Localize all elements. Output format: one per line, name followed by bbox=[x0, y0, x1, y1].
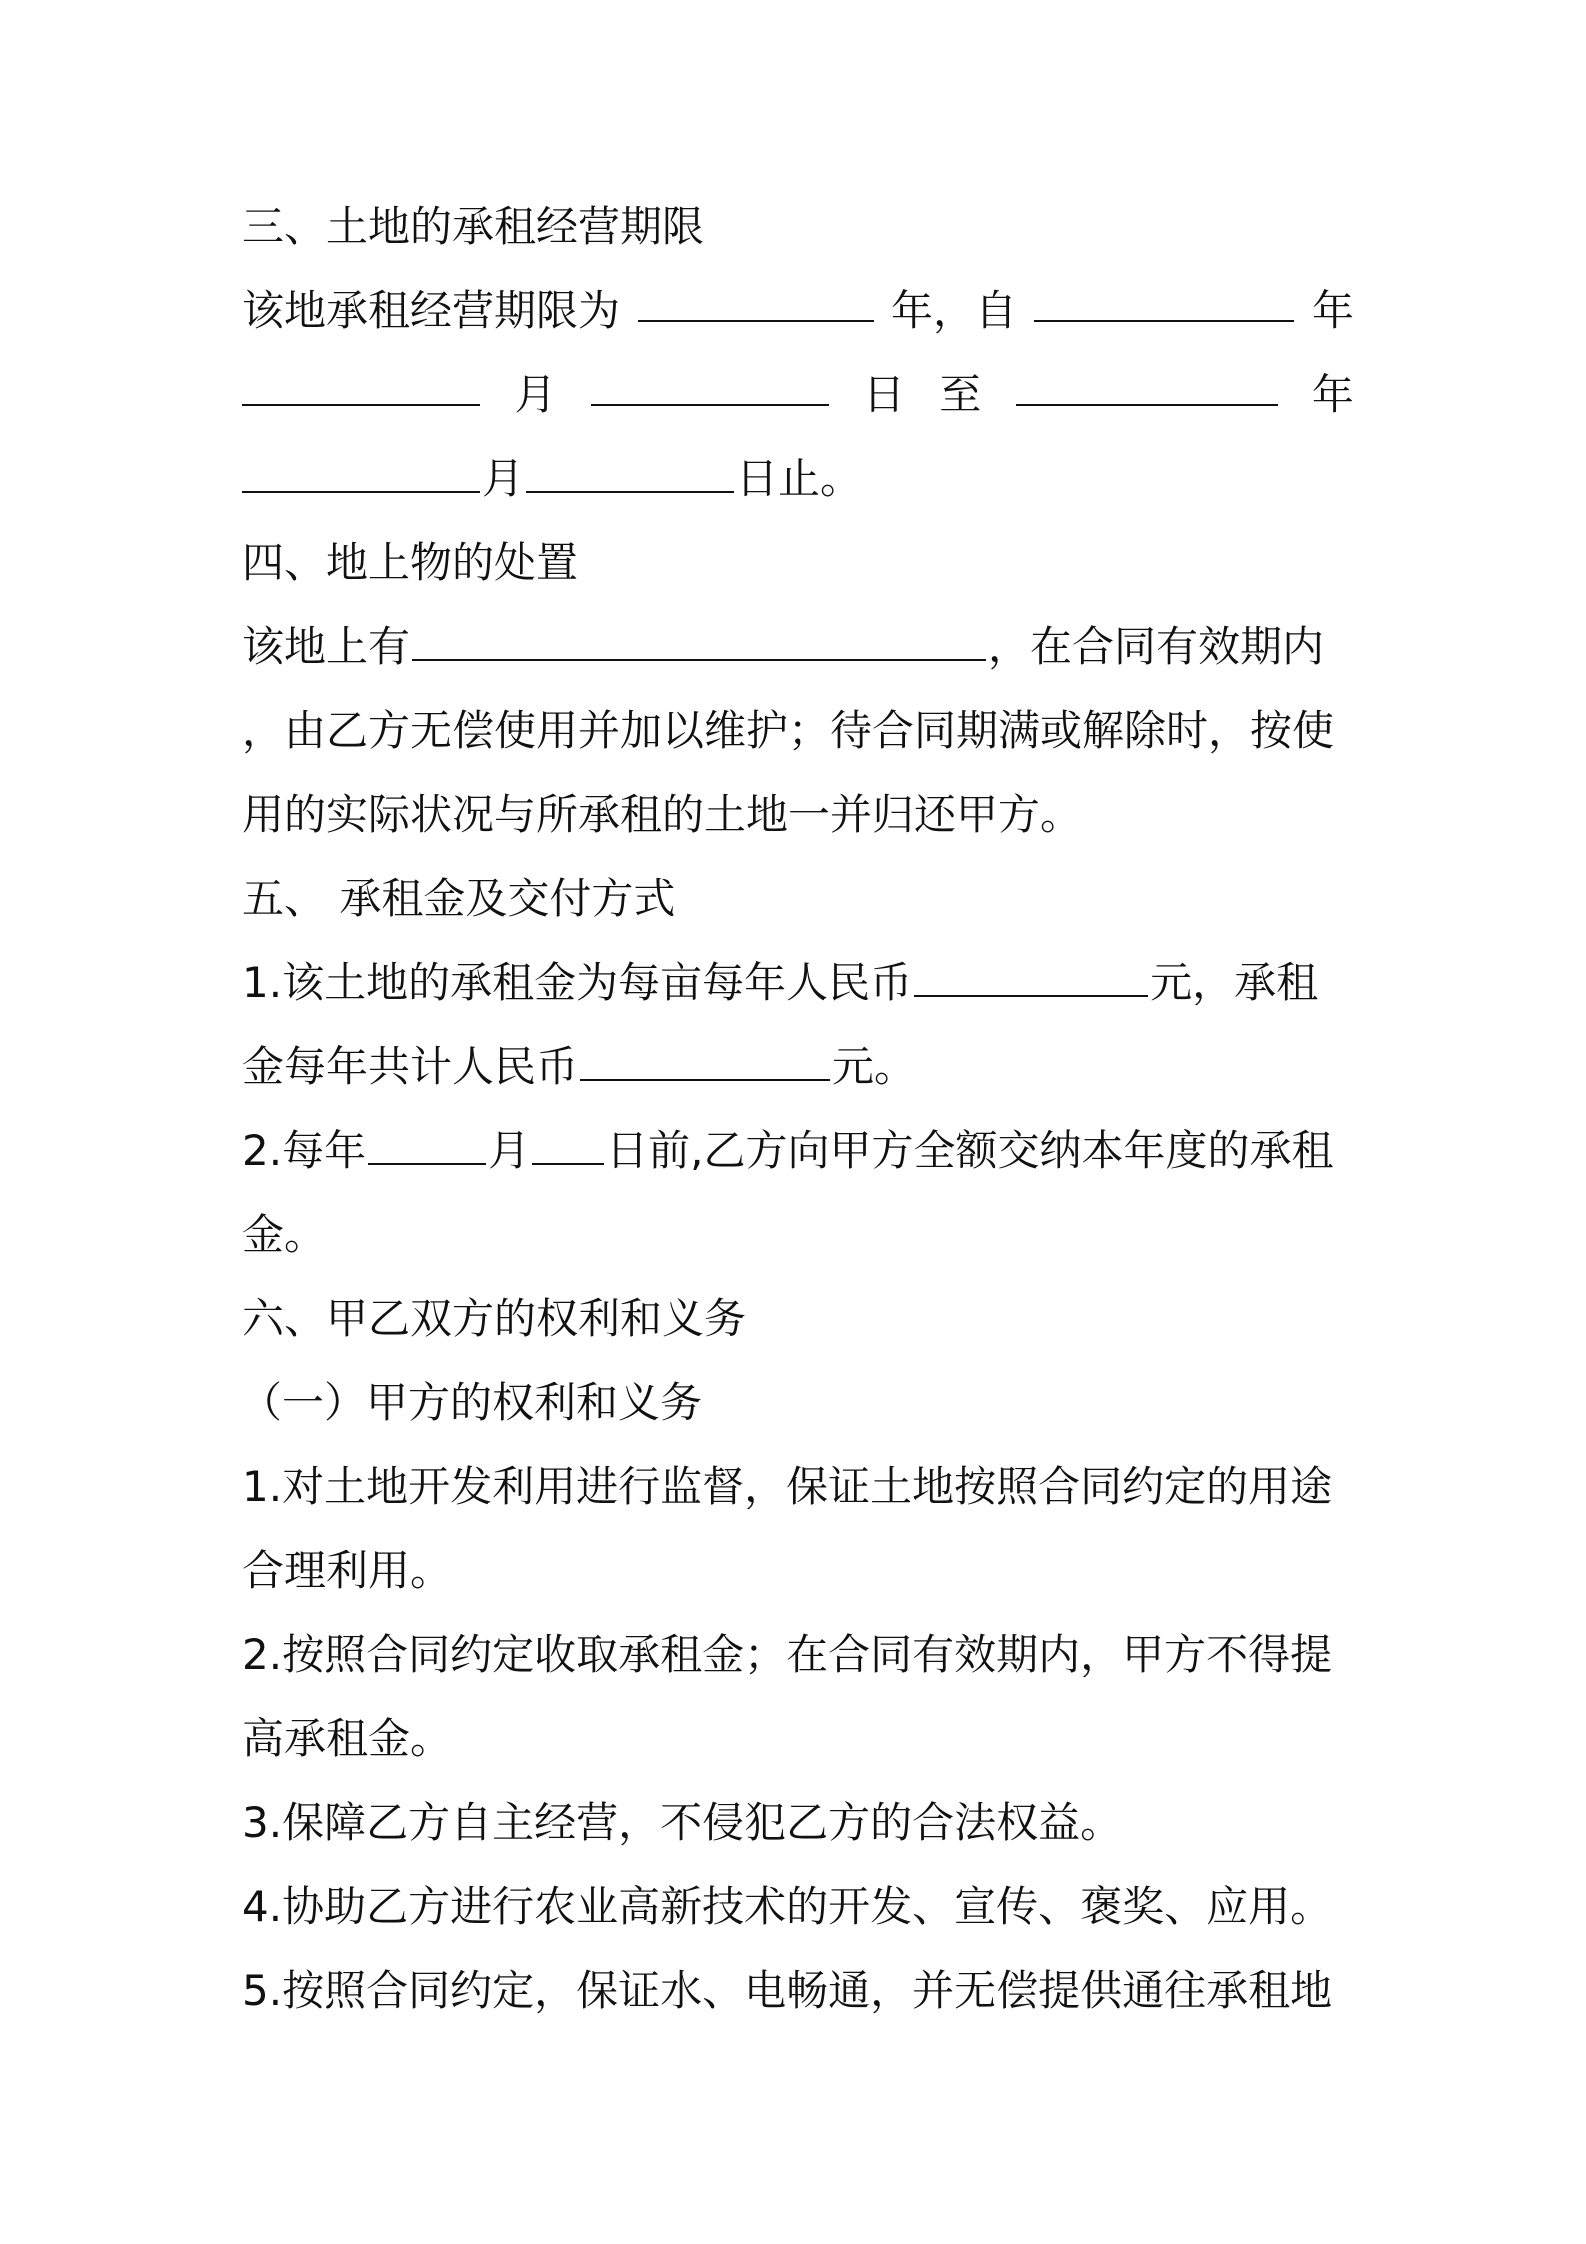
section-5-heading: 五、 承租金及交付方式 bbox=[242, 874, 676, 923]
party-a-subheading: （一）甲方的权利和义务 bbox=[240, 1378, 703, 1427]
term-line-2 bbox=[242, 360, 1354, 430]
ground-objects-line-2: ，由乙方无偿使用并加以维护；待合同期满或解除时，按使 bbox=[242, 706, 1335, 755]
payment-tail: 日前,乙方向甲方全额交纳本年度的承租 bbox=[606, 1126, 1334, 1175]
ground-objects-tail: ，在合同有效期内 bbox=[988, 622, 1325, 671]
party-a-item-2-line-2: 高承租金。 bbox=[242, 1714, 453, 1763]
rent-per-mu-blank bbox=[914, 951, 1148, 997]
party-a-item-4: 4.协助乙方进行农业高新技术的开发、宣传、褒奖、应用。 bbox=[242, 1882, 1333, 1931]
year-label: 年 bbox=[1311, 286, 1354, 335]
ground-objects-label: 该地上有 bbox=[242, 622, 411, 671]
start-year-blank bbox=[1034, 276, 1294, 322]
start-month-blank bbox=[242, 360, 480, 406]
rent-item-1-line-2 bbox=[242, 1032, 916, 1102]
rent-item-1-line-1 bbox=[242, 948, 1318, 1018]
rent-per-mu-tail: 元，承租 bbox=[1150, 958, 1319, 1007]
rent-item-2-line-2: 金。 bbox=[242, 1210, 327, 1259]
rent-item-2-line-1 bbox=[242, 1116, 1333, 1186]
section-6-heading: 六、甲乙双方的权利和义务 bbox=[242, 1294, 747, 1343]
end-month-blank bbox=[242, 447, 480, 493]
term-years-blank bbox=[638, 276, 874, 322]
payment-day-blank bbox=[532, 1119, 604, 1165]
to-label: 至 bbox=[939, 370, 982, 419]
term-line-1 bbox=[242, 276, 1354, 346]
term-label: 该地承租经营期限为 bbox=[242, 286, 621, 335]
party-a-item-2-line-1: 2.按照合同约定收取承租金；在合同有效期内，甲方不得提 bbox=[242, 1630, 1333, 1679]
term-from-label: 年，自 bbox=[890, 286, 1017, 335]
term-line-3 bbox=[242, 444, 862, 514]
day-end-label: 日止。 bbox=[736, 454, 863, 503]
section-3-heading: 三、土地的承租经营期限 bbox=[242, 202, 705, 251]
payment-month-blank bbox=[368, 1119, 486, 1165]
payment-year-label: 2.每年 bbox=[242, 1126, 367, 1175]
month-label: 月 bbox=[514, 370, 557, 419]
year-label: 年 bbox=[1311, 370, 1354, 419]
party-a-item-5-line-1: 5.按照合同约定，保证水、电畅通，并无偿提供通往承租地 bbox=[242, 1966, 1333, 2015]
rent-total-blank bbox=[580, 1035, 830, 1081]
payment-month-label: 月 bbox=[488, 1126, 531, 1175]
rent-total-label: 金每年共计人民币 bbox=[242, 1042, 579, 1091]
party-a-item-3: 3.保障乙方自主经营，不侵犯乙方的合法权益。 bbox=[242, 1798, 1123, 1847]
ground-objects-line-3: 用的实际状况与所承租的土地一并归还甲方。 bbox=[242, 790, 1083, 839]
ground-objects-blank bbox=[412, 615, 986, 661]
party-a-item-1-line-2: 合理利用。 bbox=[242, 1546, 453, 1595]
rent-per-mu-label: 1.该土地的承租金为每亩每年人民币 bbox=[242, 958, 913, 1007]
end-day-blank bbox=[526, 447, 734, 493]
day-label: 日 bbox=[862, 370, 905, 419]
party-a-item-1-line-1: 1.对土地开发利用进行监督，保证土地按照合同约定的用途 bbox=[242, 1462, 1333, 1511]
month-label: 月 bbox=[482, 454, 525, 503]
ground-objects-line-1 bbox=[242, 612, 1324, 682]
start-day-blank bbox=[591, 360, 829, 406]
section-4-heading: 四、地上物的处置 bbox=[242, 538, 579, 587]
end-year-blank bbox=[1016, 360, 1278, 406]
rent-total-tail: 元。 bbox=[832, 1042, 917, 1091]
